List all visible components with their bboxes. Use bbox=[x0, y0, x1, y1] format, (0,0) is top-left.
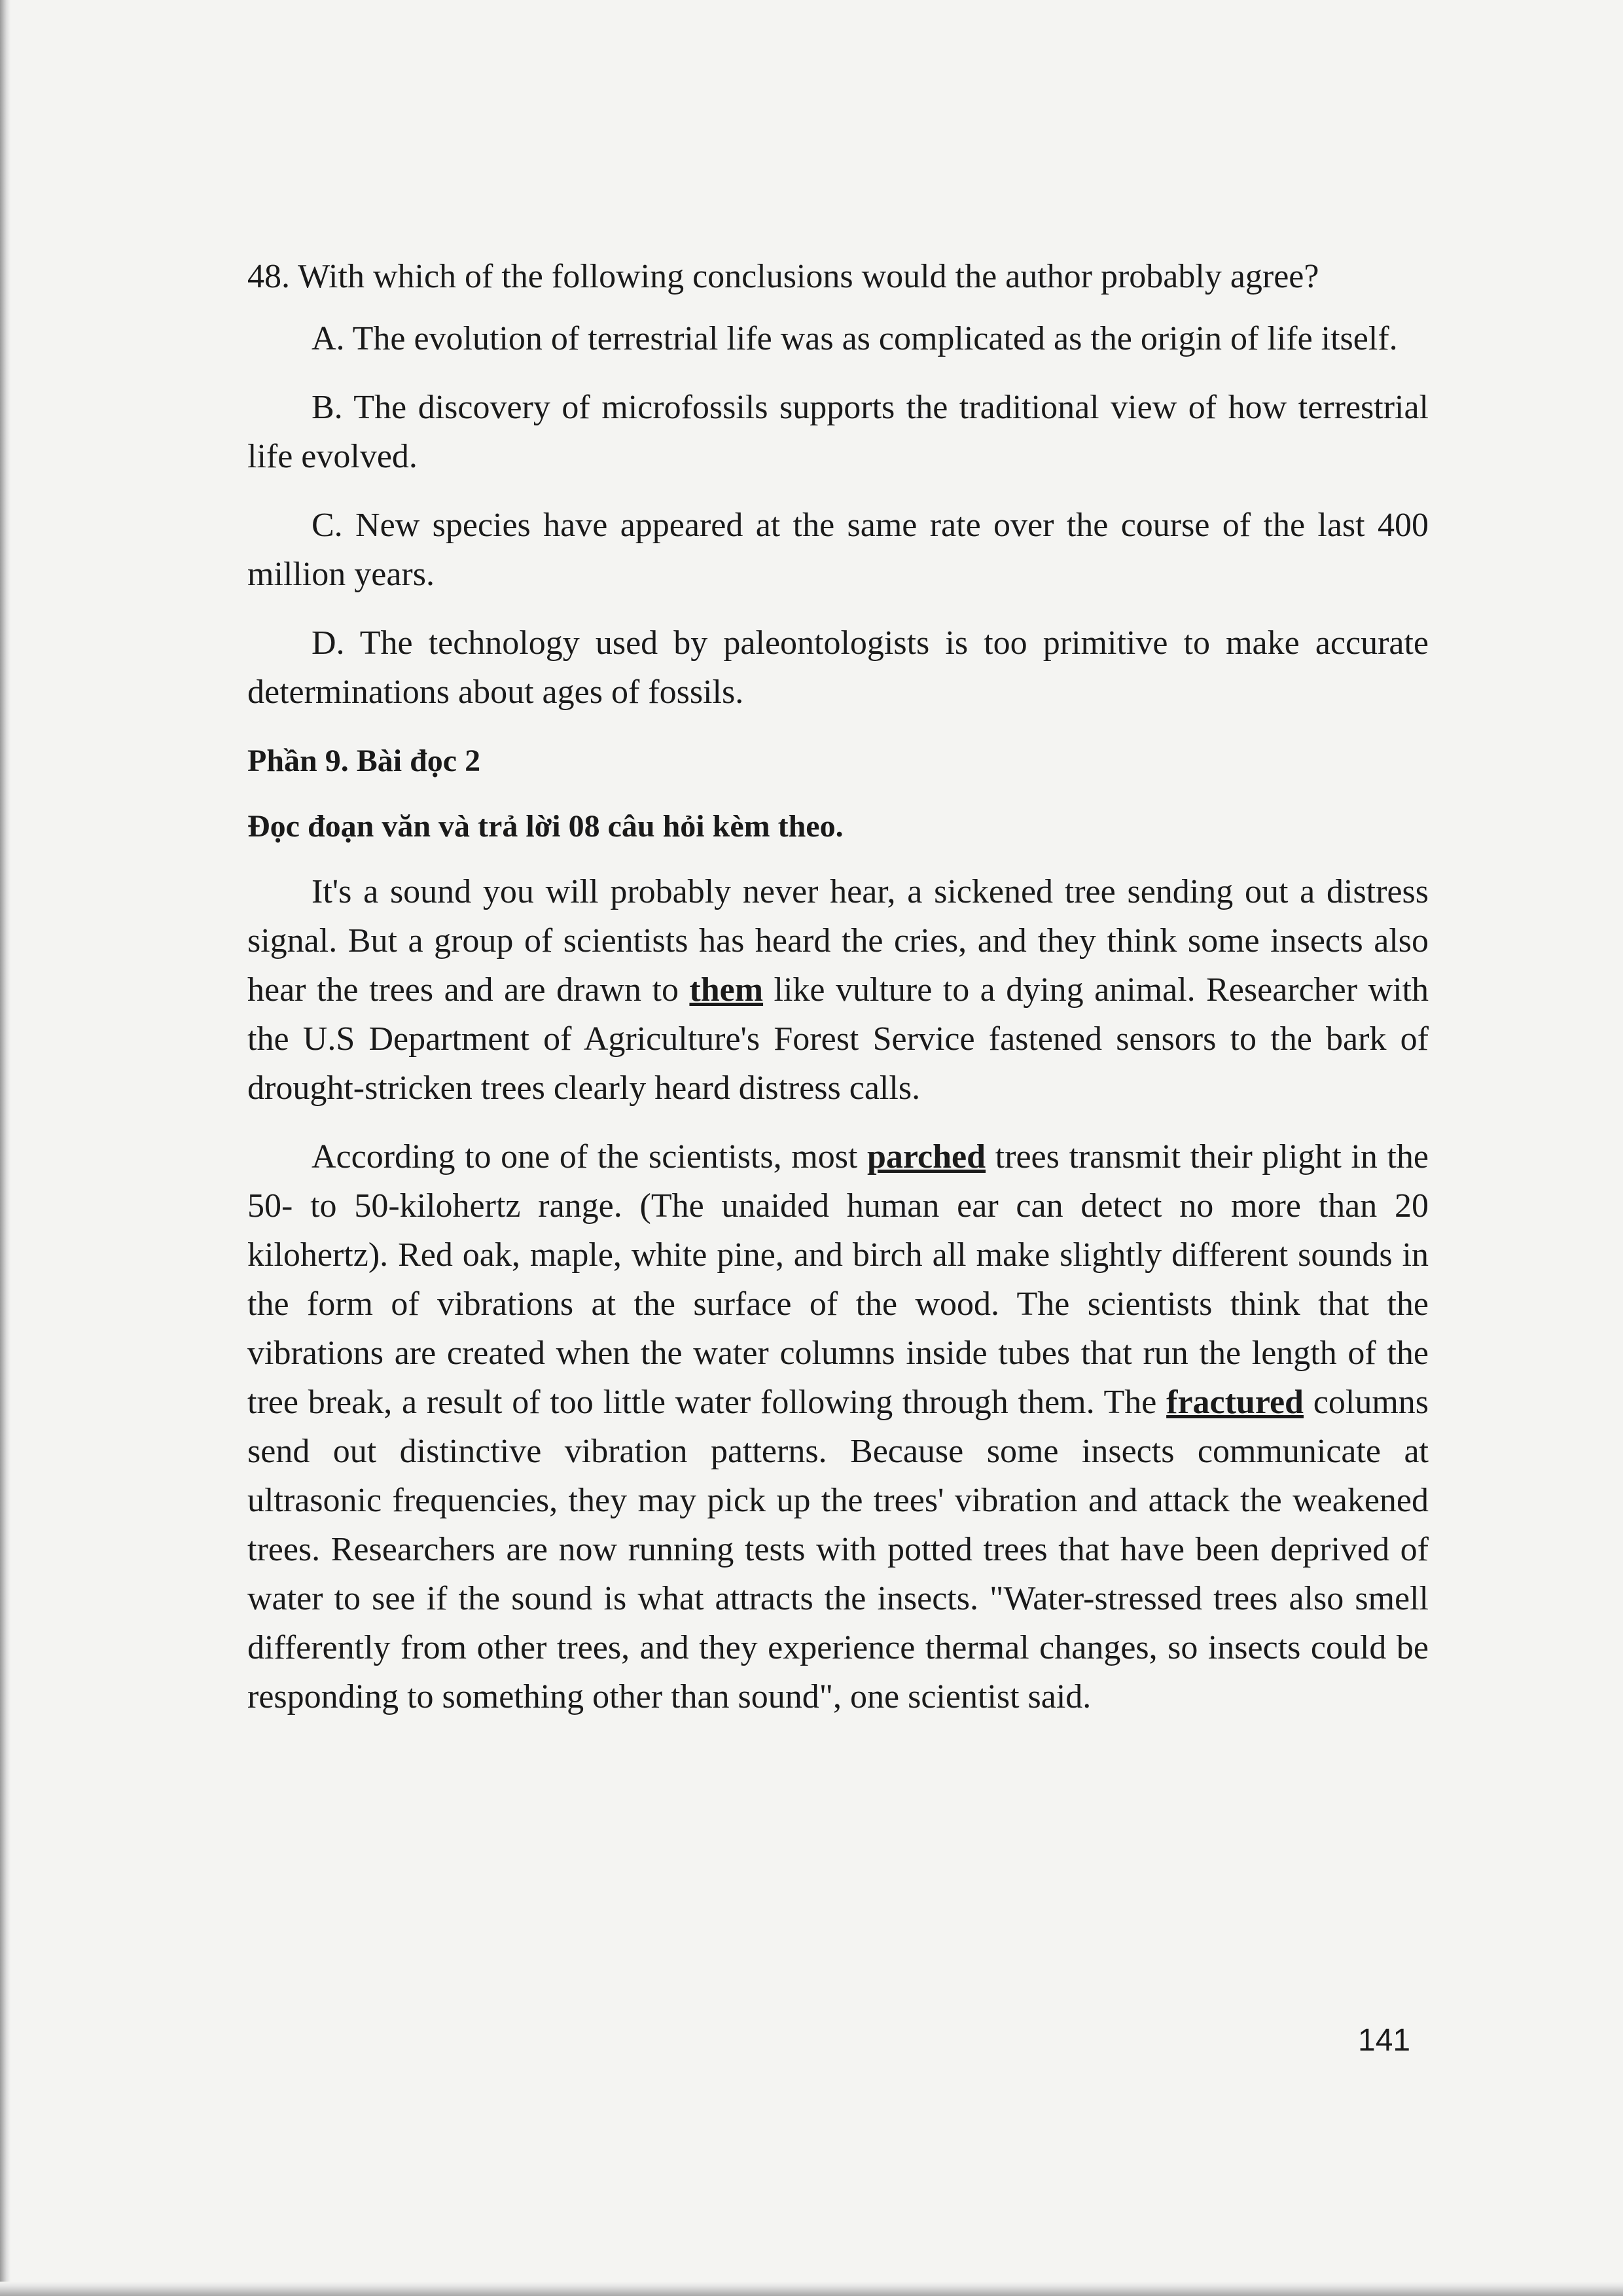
passage-p1-text-b: like vulture to a dying animal. Researcher with the U.S Department of Agriculture's Forest Service fastened sensors to the bark of drought-stricken trees clearly heard distress calls. bbox=[247, 971, 1429, 1107]
passage-p2-text-b: trees transmit their plight in the 50- to 50-kilohertz range. (The unaided human ear can detect no more than 20 kilohertz). Red oak, maple, white pine, and birch all make slightly different sounds in the form of vibrations at the surface of the wood. The scientists think that the vibrations are created when the water columns inside tubes that run the length of the tree break, a result of too little water following through them. The bbox=[247, 1138, 1429, 1421]
passage-p2-text-a: According to one of the scientists, most bbox=[312, 1138, 867, 1175]
section-title: Phần 9. Bài đọc 2 bbox=[247, 744, 481, 778]
scan-edge-bottom bbox=[0, 2282, 1623, 2296]
option-c: C. New species have appeared at the same rate over the course of the last 400 million years. bbox=[247, 507, 1429, 593]
passage-p1-text-a: It's a sound you will probably never hear, a sickened tree sending out a distress signal. But a group of scientists has heard the cries, and they think some insects also hear the trees and are drawn to bbox=[247, 873, 1429, 1009]
keyword-them: them bbox=[689, 971, 764, 1009]
option-a: A. The evolution of terrestrial life was as complicated as the origin of life itself. bbox=[312, 320, 1398, 357]
question-48-stem: 48. With which of the following conclusions would the author probably agree? bbox=[247, 258, 1319, 295]
scan-edge-left bbox=[0, 0, 10, 2296]
page-content bbox=[247, 252, 1429, 1741]
section-instruction: Đọc đoạn văn và trả lời 08 câu hỏi kèm theo. bbox=[247, 809, 844, 844]
page-number: 141 bbox=[1358, 2023, 1411, 2058]
keyword-parched: parched bbox=[867, 1138, 986, 1175]
passage-paragraph-2 bbox=[247, 1132, 1429, 1721]
passage-paragraph-1 bbox=[247, 867, 1429, 1113]
option-d: D. The technology used by paleontologists is too primitive to make accurate determinations about ages of fossils. bbox=[247, 624, 1429, 711]
option-b: B. The discovery of microfossils supports the traditional view of how terrestrial life evolved. bbox=[247, 389, 1429, 475]
passage-p2-text-c: columns send out distinctive vibration patterns. Because some insects communicate at ultrasonic frequencies, they may pick up the trees' vibration and attack the weakened trees. Researchers are now running tests with potted trees that have been deprived of water to see if the sound is what attracts the insects. "Water-stressed trees also smell differently from other trees, and they experience thermal changes, so insects could be responding to something other than sound", one scientist said. bbox=[247, 1384, 1429, 1715]
keyword-fractured: fractured bbox=[1166, 1384, 1304, 1421]
